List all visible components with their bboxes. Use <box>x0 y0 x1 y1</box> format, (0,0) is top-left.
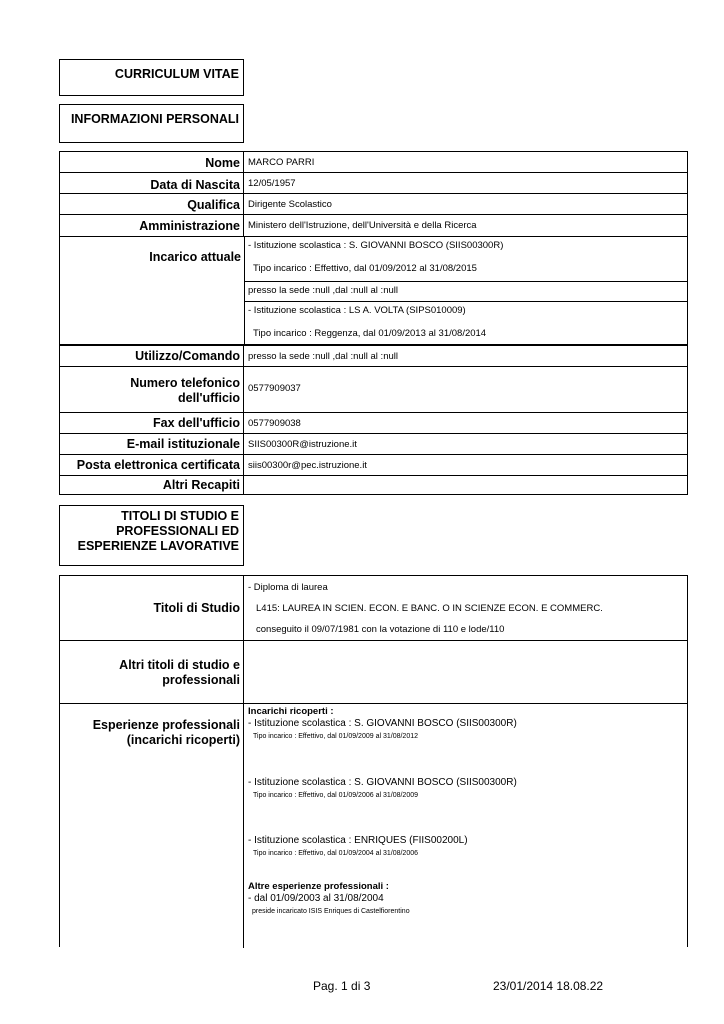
page-number: Pag. 1 di 3 <box>313 979 371 993</box>
telefono-label <box>60 367 244 412</box>
nome-label: Nome <box>60 152 244 172</box>
row-nascita <box>60 172 687 193</box>
personal-info-heading: INFORMAZIONI PERSONALI <box>59 104 244 143</box>
esperienza2-istituzione: - Istituzione scolastica : S. GIOVANNI BOSCO (SIIS00300R) <box>248 777 517 788</box>
row-amministrazione <box>60 214 687 236</box>
studies-table <box>59 575 688 947</box>
esperienza3-tipo: Tipo incarico : Effettivo, dal 01/09/2004 al 31/08/2006 <box>253 850 419 857</box>
titoli-line3: conseguito il 09/07/1981 con la votazione di 110 e lode/110 <box>256 624 505 635</box>
esperienze-label <box>60 704 244 948</box>
row-esperienze <box>60 703 687 948</box>
altre-esperienze-desc: preside incaricato ISIS Enriques di Castelfiorentino <box>252 908 410 915</box>
titoli-line2: L415: LAUREA IN SCIEN. ECON. E BANC. O IN SCIENZE ECON. E COMMERC. <box>256 603 603 614</box>
titoli-label: Titoli di Studio <box>60 576 244 640</box>
row-altri-titoli <box>60 640 687 703</box>
row-altri-recapiti <box>60 475 687 494</box>
incarico1-sede: presso la sede :null ,dal :null al :null <box>248 285 398 296</box>
esperienze-label-line1: Esperienze professionali <box>92 718 240 732</box>
incarico1-istituzione: - Istituzione scolastica : S. GIOVANNI BOSCO (SIIS00300R) <box>248 240 504 251</box>
row-pec <box>60 454 687 475</box>
amministrazione-label: Amministrazione <box>60 215 244 236</box>
nome-value: MARCO PARRI <box>248 157 315 168</box>
incarico-separator-1 <box>244 281 687 282</box>
incarico-divider <box>244 237 245 344</box>
studies-heading <box>59 505 244 566</box>
email-value: SIIS00300R@istruzione.it <box>248 439 357 450</box>
studies-heading-line3: ESPERIENZE LAVORATIVE <box>77 539 239 553</box>
altre-esperienze-heading: Altre esperienze professionali : <box>248 881 389 892</box>
utilizzo-value: presso la sede :null ,dal :null al :null <box>248 351 398 362</box>
esperienza2-tipo: Tipo incarico : Effettivo, dal 01/09/2006 al 31/08/2009 <box>253 792 419 799</box>
titoli-line1: - Diploma di laurea <box>248 582 328 593</box>
esperienza1-tipo: Tipo incarico : Effettivo, dal 01/09/2009 al 31/08/2012 <box>253 733 419 740</box>
studies-heading-line1: TITOLI DI STUDIO E <box>121 509 239 523</box>
nascita-label: Data di Nascita <box>60 173 244 193</box>
row-email <box>60 433 687 454</box>
pec-label: Posta elettronica certificata <box>60 455 244 475</box>
row-incarico <box>60 236 687 344</box>
row-fax <box>60 412 687 433</box>
telefono-value: 0577909037 <box>248 383 301 394</box>
studies-heading-line2: PROFESSIONALI ED <box>116 524 239 538</box>
email-label: E-mail istituzionale <box>60 434 244 454</box>
fax-value: 0577909038 <box>248 418 301 429</box>
incarico1-tipo: Tipo incarico : Effettivo, dal 01/09/2012 al 31/08/2015 <box>253 263 477 274</box>
nascita-value: 12/05/1957 <box>248 178 296 189</box>
utilizzo-label: Utilizzo/Comando <box>60 346 244 366</box>
print-datetime: 23/01/2014 18.08.22 <box>493 979 604 993</box>
qualifica-label: Qualifica <box>60 194 244 214</box>
qualifica-value: Dirigente Scolastico <box>248 199 332 210</box>
incarico-separator-2 <box>244 301 687 302</box>
row-titoli <box>60 576 687 640</box>
altre-esperienze-date: - dal 01/09/2003 al 31/08/2004 <box>248 893 384 904</box>
esperienze-heading: Incarichi ricoperti : <box>248 706 334 717</box>
telefono-label-line1: Numero telefonico <box>130 376 240 390</box>
row-qualifica <box>60 193 687 214</box>
incarico2-istituzione: - Istituzione scolastica : LS A. VOLTA (SIPS010009) <box>248 305 466 316</box>
incarico-label: Incarico attuale <box>149 250 241 264</box>
cv-title: CURRICULUM VITAE <box>59 59 244 96</box>
altri-recapiti-label: Altri Recapiti <box>60 476 244 494</box>
esperienza1-istituzione: - Istituzione scolastica : S. GIOVANNI BOSCO (SIIS00300R) <box>248 718 517 729</box>
altri-titoli-label <box>60 641 244 703</box>
altri-titoli-label-line2: professionali <box>162 673 240 687</box>
row-nome <box>60 152 687 172</box>
altri-titoli-label-line1: Altri titoli di studio e <box>119 658 240 672</box>
pec-value: siis00300r@pec.istruzione.it <box>248 460 367 471</box>
esperienze-label-line2: (incarichi ricoperti) <box>126 733 240 747</box>
row-telefono <box>60 366 687 412</box>
personal-info-table <box>59 151 688 495</box>
amministrazione-value: Ministero dell'Istruzione, dell'Università e della Ricerca <box>248 220 477 231</box>
incarico2-tipo: Tipo incarico : Reggenza, dal 01/09/2013 al 31/08/2014 <box>253 328 487 339</box>
telefono-label-line2: dell'ufficio <box>178 391 240 405</box>
fax-label: Fax dell'ufficio <box>60 413 244 433</box>
esperienza3-istituzione: - Istituzione scolastica : ENRIQUES (FIIS00200L) <box>248 835 468 846</box>
row-utilizzo <box>60 344 687 366</box>
